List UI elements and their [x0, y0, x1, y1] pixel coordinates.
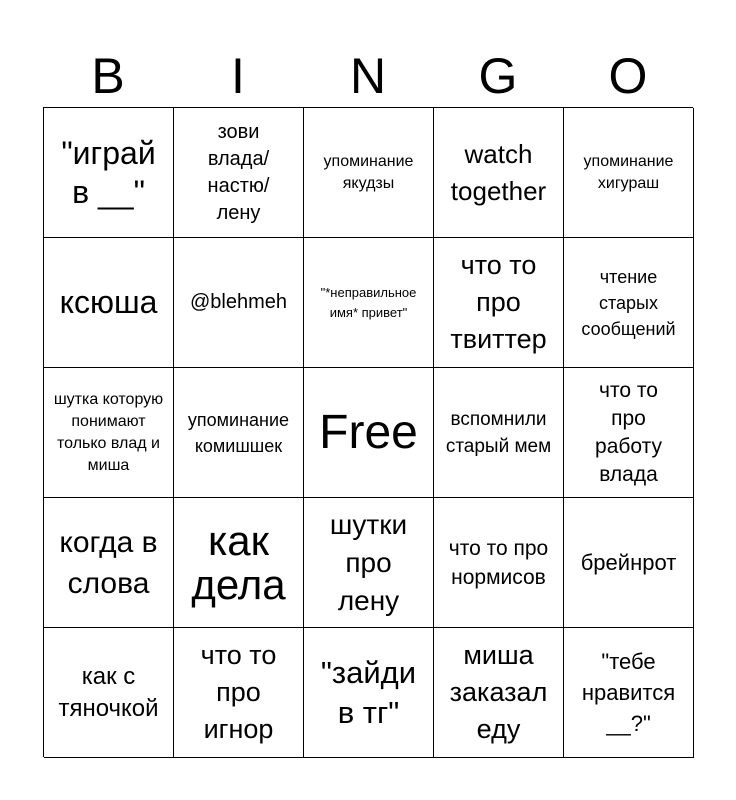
cell-text: что то про игнор [200, 640, 277, 744]
bingo-cell-r5c1[interactable] [44, 628, 174, 758]
bingo-cell-r1c3[interactable] [304, 108, 434, 238]
cell-text: упоминание хигураш [583, 152, 674, 192]
cell-text: что то про работу влада [595, 378, 662, 486]
bingo-cell-r4c2[interactable] [174, 498, 304, 628]
cell-text: шутки про лену [329, 508, 408, 616]
bingo-cell-r5c3[interactable] [304, 628, 434, 758]
cell-text: "играй в __" [61, 134, 156, 210]
bingo-cell-r3c1[interactable] [44, 368, 174, 498]
bingo-cell-r4c3[interactable] [304, 498, 434, 628]
bingo-cell-r3c4[interactable] [434, 368, 564, 498]
header-letter-i: I [231, 48, 245, 104]
cell-text: что то про нормисов [448, 536, 549, 589]
bingo-cell-r1c5[interactable] [564, 108, 694, 238]
bingo-cell-r4c4[interactable] [434, 498, 564, 628]
cell-text: когда в слова [59, 525, 158, 600]
bingo-cell-r1c2[interactable] [174, 108, 304, 238]
cell-text: шутка которую понимают только влад и миша [53, 390, 164, 474]
header-letter-g: G [478, 48, 518, 104]
cell-text: "тебе нравится __?" [581, 649, 676, 736]
header-letter-n: N [349, 48, 387, 104]
cell-text: Free [319, 405, 418, 459]
bingo-cell-r5c2[interactable] [174, 628, 304, 758]
header-letter-o: O [608, 48, 648, 104]
bingo-cell-r5c4[interactable] [434, 628, 564, 758]
bingo-cell-r2c1[interactable] [44, 238, 174, 368]
cell-text: @blehmeh [189, 291, 288, 313]
cell-text: "*неправильное имя* привет" [320, 284, 417, 320]
bingo-cell-r5c5[interactable] [564, 628, 694, 758]
cell-text: как с тяночкой [58, 662, 159, 722]
bingo-cell-r4c1[interactable] [44, 498, 174, 628]
bingo-cell-r3c3[interactable] [304, 368, 434, 498]
bingo-cell-r4c5[interactable] [564, 498, 694, 628]
bingo-cell-r3c5[interactable] [564, 368, 694, 498]
bingo-cell-r3c2[interactable] [174, 368, 304, 498]
bingo-cell-r2c2[interactable] [174, 238, 304, 368]
bingo-cell-r2c4[interactable] [434, 238, 564, 368]
cell-text: зови влада/ настю/ лену [207, 120, 270, 224]
bingo-header [43, 45, 693, 107]
cell-text: упоминание комишшек [187, 409, 290, 456]
cell-text: watch together [450, 138, 547, 206]
cell-text: что то про твиттер [450, 250, 547, 354]
bingo-cell-r1c4[interactable] [434, 108, 564, 238]
cell-text: миша заказал еду [449, 640, 548, 744]
bingo-cell-r2c5[interactable] [564, 238, 694, 368]
cell-text: чтение старых сообщений [581, 266, 676, 339]
cell-text: вспомнили старый мем [445, 408, 552, 457]
bingo-grid [43, 107, 693, 757]
cell-text: ксюша [59, 284, 158, 320]
bingo-cell-r2c3[interactable] [304, 238, 434, 368]
cell-text: как дела [191, 516, 286, 608]
cell-text: брейнрот [580, 550, 677, 575]
header-letter-b: B [91, 48, 125, 104]
cell-text: упоминание якудзы [323, 152, 414, 192]
bingo-cell-r1c1[interactable] [44, 108, 174, 238]
cell-text: "зайди в тг" [320, 654, 417, 730]
